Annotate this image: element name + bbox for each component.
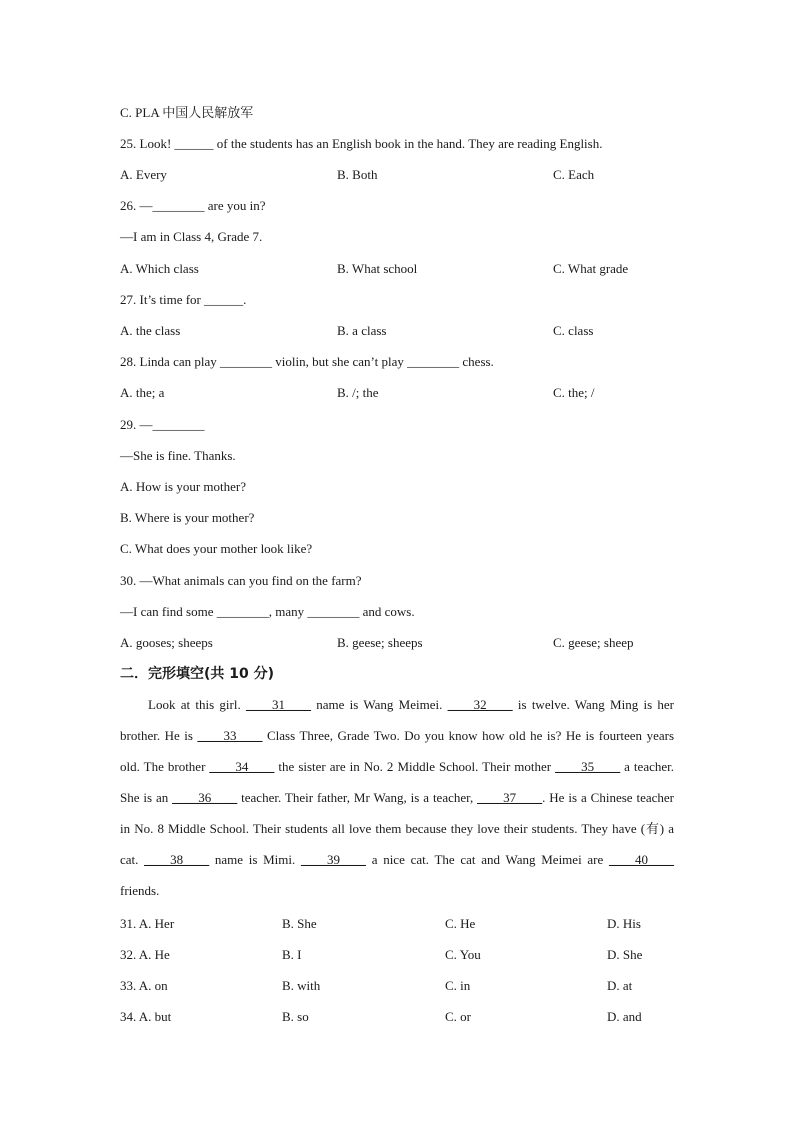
option-30-a: A. gooses; sheeps: [120, 635, 213, 650]
option-26-b: B. What school: [337, 261, 418, 276]
option-26-c: C. What grade: [553, 261, 629, 276]
option-29-b: B. Where is your mother?: [120, 510, 255, 525]
blank-33: ____33____: [197, 728, 263, 743]
options-33: [120, 977, 680, 995]
question-26-answer: —I am in Class 4, Grade 7.: [120, 229, 263, 244]
blank-40: ____40____: [609, 852, 674, 867]
option-34-c: C. or: [445, 1009, 471, 1024]
question-29-answer: —She is fine. Thanks.: [120, 448, 236, 463]
question-25: 25. Look! ______ of the students has an English book in the hand. They are reading English.: [120, 136, 603, 151]
option-33-d: D. at: [607, 978, 633, 993]
option-line-pla: C. PLA 中国人民解放军: [120, 105, 254, 120]
option-34-a: 34. A. but: [120, 1009, 172, 1024]
question-27: 27. It’s time for ______.: [120, 292, 247, 307]
passage-text: a teacher. She is an: [120, 759, 674, 805]
option-31-a: 31. A. Her: [120, 916, 175, 931]
blank-36: ____36____: [172, 790, 238, 805]
option-31-d: D. His: [607, 916, 641, 931]
passage-text: teacher. Their father, Mr Wang, is a teacher,: [237, 790, 478, 805]
passage-text: Look at this girl.: [148, 697, 246, 712]
option-25-b: B. Both: [337, 167, 378, 182]
options-34: [120, 1008, 680, 1026]
question-29: 29. —________: [120, 417, 205, 432]
option-32-c: C. You: [445, 947, 481, 962]
option-32-b: B. I: [282, 947, 302, 962]
option-34-d: D. and: [607, 1009, 642, 1024]
blank-37: ____37____: [477, 790, 543, 805]
option-25-a: A. Every: [120, 167, 167, 182]
question-26: 26. —________ are you in?: [120, 198, 266, 213]
option-28-b: B. /; the: [337, 385, 379, 400]
blank-38: ____38____: [144, 852, 210, 867]
question-30-answer: —I can find some ________, many ________ and cows.: [120, 604, 415, 619]
cloze-passage: [120, 689, 674, 906]
option-30-b: B. geese; sheeps: [337, 635, 423, 650]
option-34-b: B. so: [282, 1009, 309, 1024]
option-30-c: C. geese; sheep: [553, 635, 634, 650]
blank-35: ____35____: [555, 759, 621, 774]
options-28: [120, 384, 680, 402]
option-33-b: B. with: [282, 978, 321, 993]
options-31: [120, 915, 680, 933]
question-28: 28. Linda can play ________ violin, but she can’t play ________ chess.: [120, 354, 494, 369]
blank-39: ____39____: [300, 852, 366, 867]
options-27: [120, 322, 680, 340]
option-29-a: A. How is your mother?: [120, 479, 247, 494]
options-26: [120, 260, 680, 278]
option-25-c: C. Each: [553, 167, 595, 182]
option-27-a: A. the class: [120, 323, 181, 338]
passage-text: the sister are in No. 2 Middle School. Their mother: [274, 759, 556, 774]
option-26-a: A. Which class: [120, 261, 199, 276]
option-33-a: 33. A. on: [120, 978, 168, 993]
passage-text: Class Three, Grade Two. Do you know how old he is? He is fourteen years old. The brother: [120, 728, 674, 774]
option-31-c: C. He: [445, 916, 476, 931]
options-32: [120, 946, 680, 964]
passage-text: friends.: [120, 883, 160, 898]
blank-32: ____32____: [447, 697, 513, 712]
options-25: [120, 166, 680, 184]
passage-text: a nice cat. The cat and Wang Meimei are: [365, 852, 609, 867]
blank-34: ____34____: [209, 759, 275, 774]
option-32-a: 32. A. He: [120, 947, 170, 962]
passage-text: is twelve. Wang Ming is her brother. He is: [120, 697, 674, 743]
passage-text: name is Mimi.: [209, 852, 301, 867]
blank-31: ____31____: [245, 697, 311, 712]
option-33-c: C. in: [445, 978, 471, 993]
option-27-b: B. a class: [337, 323, 387, 338]
option-32-d: D. She: [607, 947, 643, 962]
option-29-c: C. What does your mother look like?: [120, 541, 313, 556]
option-28-a: A. the; a: [120, 385, 165, 400]
options-30: [120, 634, 680, 652]
section-heading-cloze: 二．完形填空(共 10 分): [120, 666, 275, 682]
option-31-b: B. She: [282, 916, 317, 931]
option-28-c: C. the; /: [553, 385, 595, 400]
passage-text: name is Wang Meimei.: [310, 697, 448, 712]
passage-text: . He is a Chinese teacher in No. 8 Middle School. Their students all love them because they love their students. They have (有) a cat.: [120, 790, 674, 867]
question-30: 30. —What animals can you find on the farm?: [120, 573, 362, 588]
option-27-c: C. class: [553, 323, 594, 338]
